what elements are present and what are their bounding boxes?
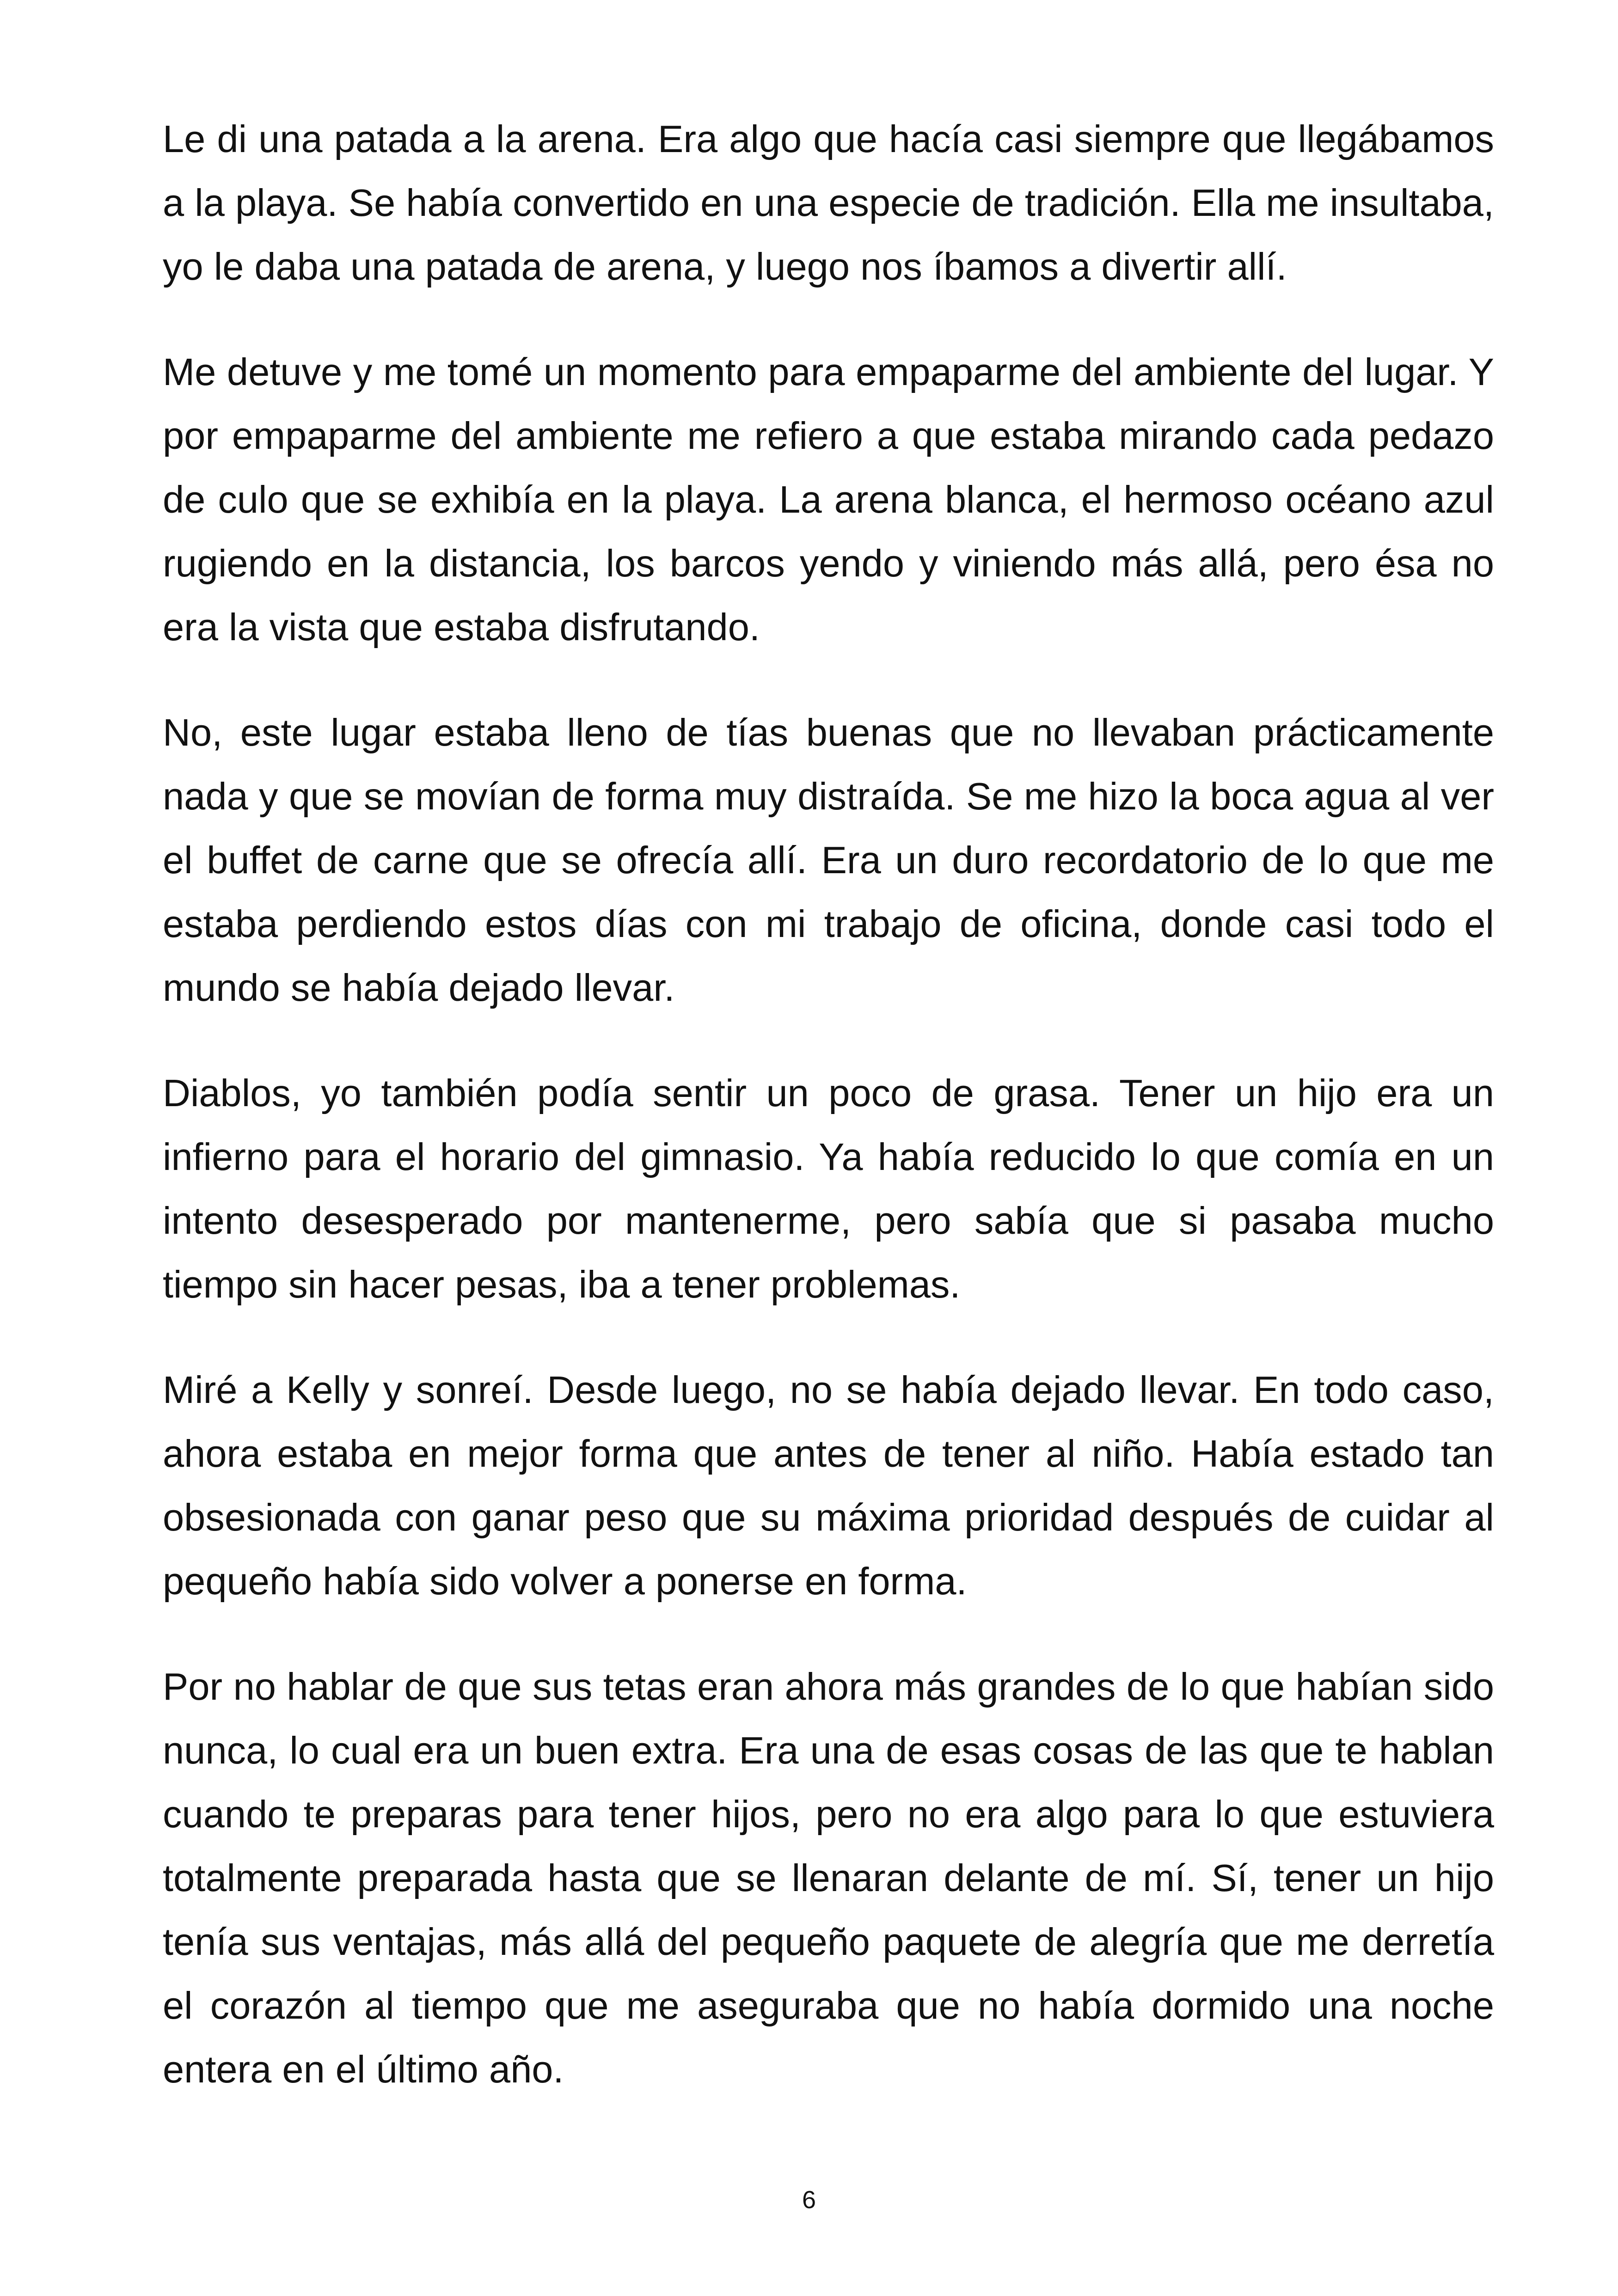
page-number: 6 — [802, 2186, 816, 2214]
paragraph: Miré a Kelly y sonreí. Desde luego, no se había dejado llevar. En todo caso, ahora estaba en mejor forma que antes de tener al niño. Había estado tan obsesionada con ganar peso que su máxima prioridad después de cuidar al pequeño había sido volver a ponerse en forma. — [163, 1368, 1494, 1603]
paragraph: Me detuve y me tomé un momento para empaparme del ambiente del lugar. Y por empaparme del ambiente me refiero a que estaba mirando cada pedazo de culo que se exhibía en la playa. La arena blanca, el hermoso océano azul rugiendo en la distancia, los barcos yendo y viniendo más allá, pero ésa no era la vista que estaba disfrutando. — [163, 350, 1494, 649]
paragraph: Diablos, yo también podía sentir un poco de grasa. Tener un hijo era un infierno para el horario del gimnasio. Ya había reducido lo que comía en un intento desesperado por mantenerme, pero sabía que si pasaba mucho tiempo sin hacer pesas, iba a tener problemas. — [163, 1071, 1494, 1306]
paragraph: Por no hablar de que sus tetas eran ahora más grandes de lo que habían sido nunca, lo cual era un buen extra. Era una de esas cosas de las que te hablan cuando te preparas para tener hijos, pero no era algo para lo que estuviera totalmente preparada hasta que se llenaran delante de mí. Sí, tener un hijo tenía sus ventajas, más allá del pequeño paquete de alegría que me derretía el corazón al tiempo que me aseguraba que no había dormido una noche entera en el último año. — [163, 1665, 1494, 2091]
body-text — [163, 107, 1494, 2143]
paragraph: No, este lugar estaba lleno de tías buenas que no llevaban prácticamente nada y que se movían de forma muy distraída. Se me hizo la boca agua al ver el buffet de carne que se ofrecía allí. Era un duro recordatorio de lo que me estaba perdiendo estos días con mi trabajo de oficina, donde casi todo el mundo se había dejado llevar. — [163, 711, 1494, 1009]
paragraph: Le di una patada a la arena. Era algo que hacía casi siempre que llegábamos a la playa. Se había convertido en una especie de tradición. Ella me insultaba, yo le daba una patada de arena, y luego nos íbamos a divertir allí. — [163, 117, 1494, 288]
